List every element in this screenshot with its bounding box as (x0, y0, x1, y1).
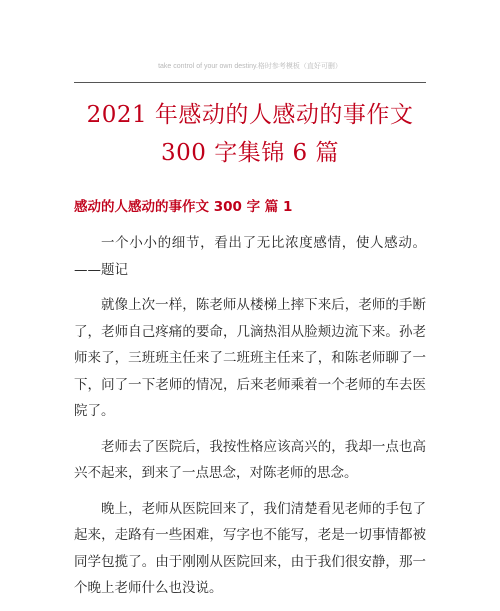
header-divider (74, 82, 426, 83)
paragraph: 老师去了医院后，我按性格应该高兴的，我却一点也高兴不起来，到来了一点思念，对陈老师的思念。 (74, 438, 426, 481)
document-title: 2021 年感动的人感动的事作文 300 字集锦 6 篇 (86, 102, 414, 166)
article-body (74, 230, 426, 611)
paragraph: 就像上次一样，陈老师从楼梯上摔下来后，老师的手断了，老师自己疼痛的要命，几滴热泪从脸颊边流下来。孙老师来了，三班班主任来了二班班主任来了，和陈老师聊了一下，问了一下老师的情况，后来老师乘着一个老师的车去医院了。 (74, 297, 426, 419)
section-heading: 感动的人感动的事作文 300 字 篇 1 (74, 199, 293, 215)
paragraph: 一个小小的细节，看出了无比浓度感情，使人感动。——题记 (74, 235, 426, 278)
header-note: take control of your own destiny.格时参考模板（直好可删） (158, 63, 342, 70)
paragraph: 晚上，老师从医院回来了，我们清楚看见老师的手包了起来，走路有一些困难，写字也不能写，老是一切事情都被同学包揽了。由于刚刚从医院回来，由于我们很安静，那一个晚上老师什么也没说。 (74, 500, 426, 596)
